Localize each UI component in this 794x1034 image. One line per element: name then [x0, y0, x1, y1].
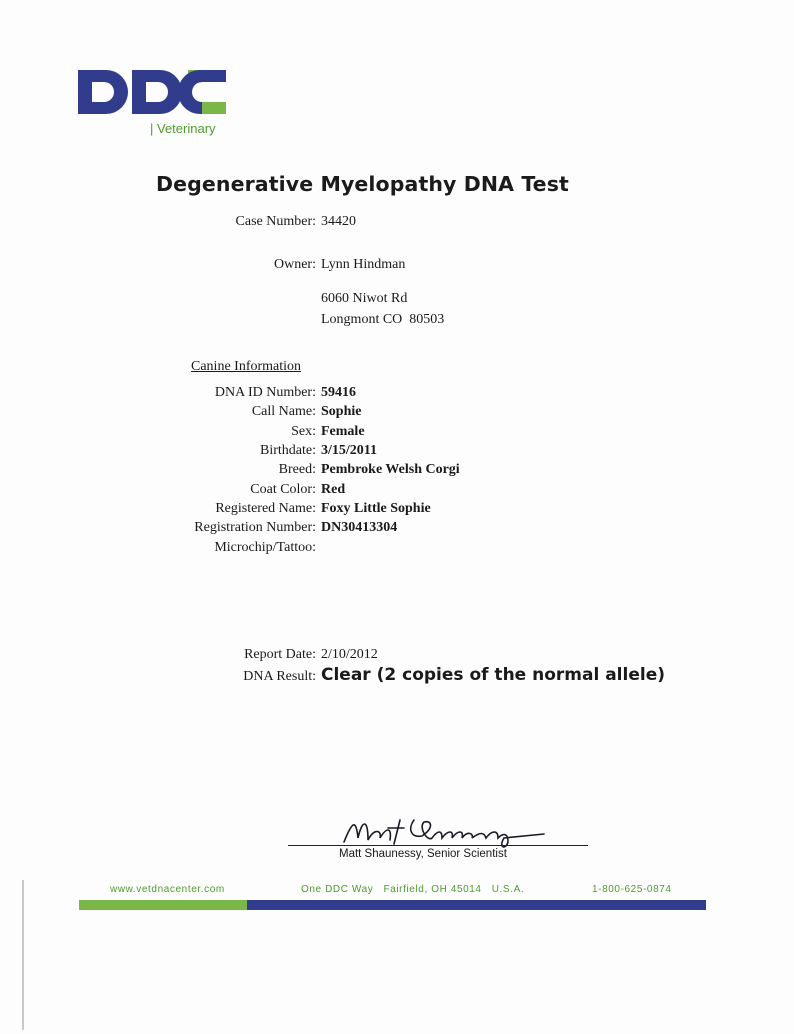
coat-color-value: Red: [321, 482, 346, 497]
birthdate-value: 3/15/2011: [321, 443, 378, 458]
dna-id-value: 59416: [321, 385, 356, 400]
coat-color-label: Coat Color:: [250, 482, 316, 497]
canine-info-heading: Canine Information: [191, 359, 302, 374]
sex-label: Sex:: [291, 424, 316, 439]
registration-number-label: Registration Number:: [194, 520, 316, 535]
birthdate-label: Birthdate:: [260, 443, 316, 458]
footer-bar-green: [79, 900, 247, 910]
case-number-label: Case Number:: [235, 214, 316, 229]
breed-value: Pembroke Welsh Corgi: [321, 462, 460, 477]
footer-bar-blue: [247, 900, 706, 910]
report-date-label: Report Date:: [244, 647, 316, 662]
scan-edge-line: [22, 880, 24, 1030]
call-name-label: Call Name:: [251, 404, 316, 419]
owner-label: Owner:: [274, 257, 316, 272]
dna-id-label: DNA ID Number:: [214, 385, 316, 400]
footer-phone: 1-800-625-0874: [592, 884, 672, 895]
dna-result-value: Clear (2 copies of the normal allele): [321, 665, 665, 685]
owner-address-line1: 6060 Niwot Rd: [321, 291, 408, 306]
logo-subtitle: | Veterinary: [150, 121, 216, 136]
owner-address-line2: Longmont CO 80503: [321, 312, 445, 327]
report-date-value: 2/10/2012: [321, 647, 378, 662]
registered-name-label: Registered Name:: [215, 501, 316, 516]
breed-label: Breed:: [278, 462, 316, 477]
registration-number-value: DN30413304: [321, 520, 398, 535]
signature-caption: Matt Shaunessy, Senior Scientist: [339, 848, 507, 860]
microchip-label: Microchip/Tattoo:: [214, 540, 316, 555]
registered-name-value: Foxy Little Sophie: [321, 501, 431, 516]
document-title: Degenerative Myelopathy DNA Test: [156, 172, 569, 196]
signature-line: [288, 845, 588, 846]
dna-result-label: DNA Result:: [243, 669, 316, 684]
owner-name: Lynn Hindman: [321, 257, 406, 272]
sex-value: Female: [321, 424, 365, 439]
footer-address: One DDC Way Fairfield, OH 45014 U.S.A.: [301, 884, 525, 895]
call-name-value: Sophie: [321, 404, 362, 419]
footer-website: www.vetdnacenter.com: [110, 884, 225, 895]
case-number-value: 34420: [321, 214, 356, 229]
